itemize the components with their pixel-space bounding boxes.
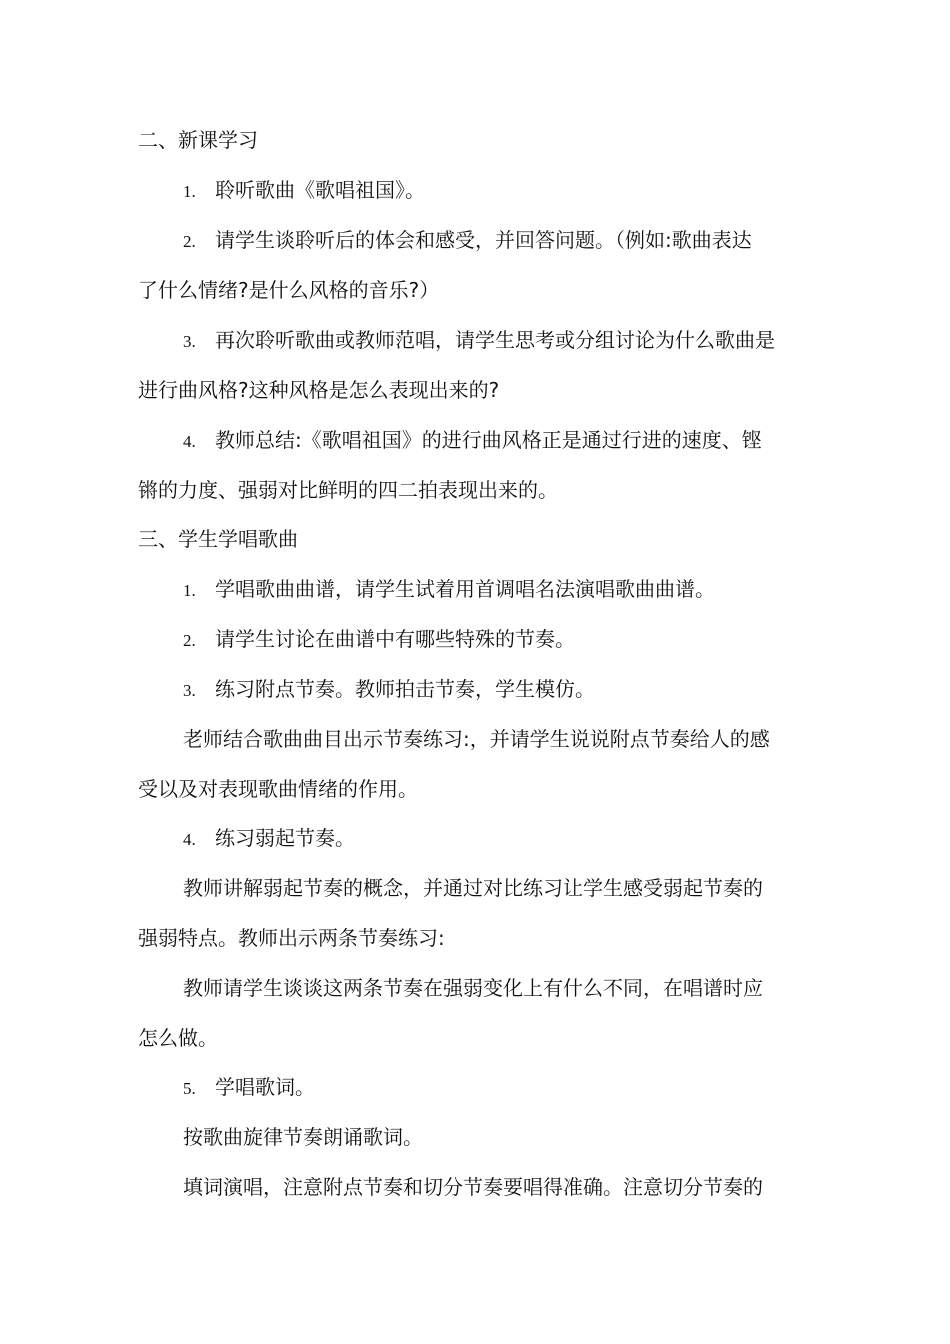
list-item-continuation (0, 276, 950, 304)
item-number: 1. (183, 581, 196, 600)
item-text: 教师总结:《歌唱祖国》的进行曲风格正是通过行进的速度、铿 (215, 428, 762, 452)
item-text: 了什么情绪?是什么风格的音乐?） (138, 278, 440, 302)
list-item (0, 326, 950, 356)
list-item (0, 824, 950, 854)
item-text: 学唱歌曲曲谱，请学生试着用首调唱名法演唱歌曲曲谱。 (215, 577, 715, 601)
item-number: 3. (183, 332, 196, 351)
paragraph-text: 填词演唱，注意附点节奏和切分节奏要唱得准确。注意切分节奏的 (183, 1175, 763, 1199)
paragraph-continuation (0, 775, 950, 803)
paragraph (0, 1123, 950, 1151)
section-heading-new-lesson (0, 126, 950, 154)
paragraph (0, 874, 950, 902)
list-item-continuation (0, 376, 950, 404)
paragraph (0, 974, 950, 1002)
section-heading-text: 二、新课学习 (138, 128, 258, 152)
item-number: 5. (183, 1079, 196, 1098)
item-text: 进行曲风格?这种风格是怎么表现出来的? (138, 378, 500, 402)
item-number: 3. (183, 681, 196, 700)
list-item (0, 226, 950, 256)
item-number: 4. (183, 830, 196, 849)
item-text: 再次聆听歌曲或教师范唱，请学生思考或分组讨论为什么歌曲是 (215, 328, 775, 352)
item-text: 练习附点节奏。教师拍击节奏，学生模仿。 (215, 677, 595, 701)
item-number: 2. (183, 232, 196, 251)
paragraph-text: 教师讲解弱起节奏的概念，并通过对比练习让学生感受弱起节奏的 (183, 876, 763, 900)
item-text: 请学生谈聆听后的体会和感受，并回答问题。（例如:歌曲表达 (215, 228, 752, 252)
item-text: 聆听歌曲《歌唱祖国》。 (215, 178, 425, 202)
list-item (0, 575, 950, 605)
paragraph-text: 受以及对表现歌曲情绪的作用。 (138, 777, 418, 801)
paragraph-text: 怎么做。 (138, 1026, 218, 1050)
list-item (0, 1073, 950, 1103)
item-number: 1. (183, 182, 196, 201)
paragraph-continuation (0, 924, 950, 952)
section-heading-learn-song (0, 525, 950, 553)
item-text: 锵的力度、强弱对比鲜明的四二拍表现出来的。 (138, 478, 558, 502)
item-text: 请学生讨论在曲谱中有哪些特殊的节奏。 (215, 627, 575, 651)
item-text: 学唱歌词。 (215, 1075, 315, 1099)
paragraph-continuation (0, 1024, 950, 1052)
list-item (0, 625, 950, 655)
item-text: 练习弱起节奏。 (215, 826, 355, 850)
paragraph-text: 老师结合歌曲曲目出示节奏练习:，并请学生说说附点节奏给人的感 (183, 727, 770, 751)
paragraph-text: 强弱特点。教师出示两条节奏练习: (138, 926, 445, 950)
paragraph (0, 725, 950, 753)
list-item (0, 176, 950, 206)
list-item-continuation (0, 476, 950, 504)
section-heading-text: 三、学生学唱歌曲 (138, 527, 298, 551)
item-number: 4. (183, 432, 196, 451)
list-item (0, 675, 950, 705)
paragraph-text: 教师请学生谈谈这两条节奏在强弱变化上有什么不同，在唱谱时应 (183, 976, 763, 1000)
paragraph-text: 按歌曲旋律节奏朗诵歌词。 (183, 1125, 423, 1149)
paragraph (0, 1173, 950, 1201)
item-number: 2. (183, 631, 196, 650)
list-item (0, 426, 950, 456)
